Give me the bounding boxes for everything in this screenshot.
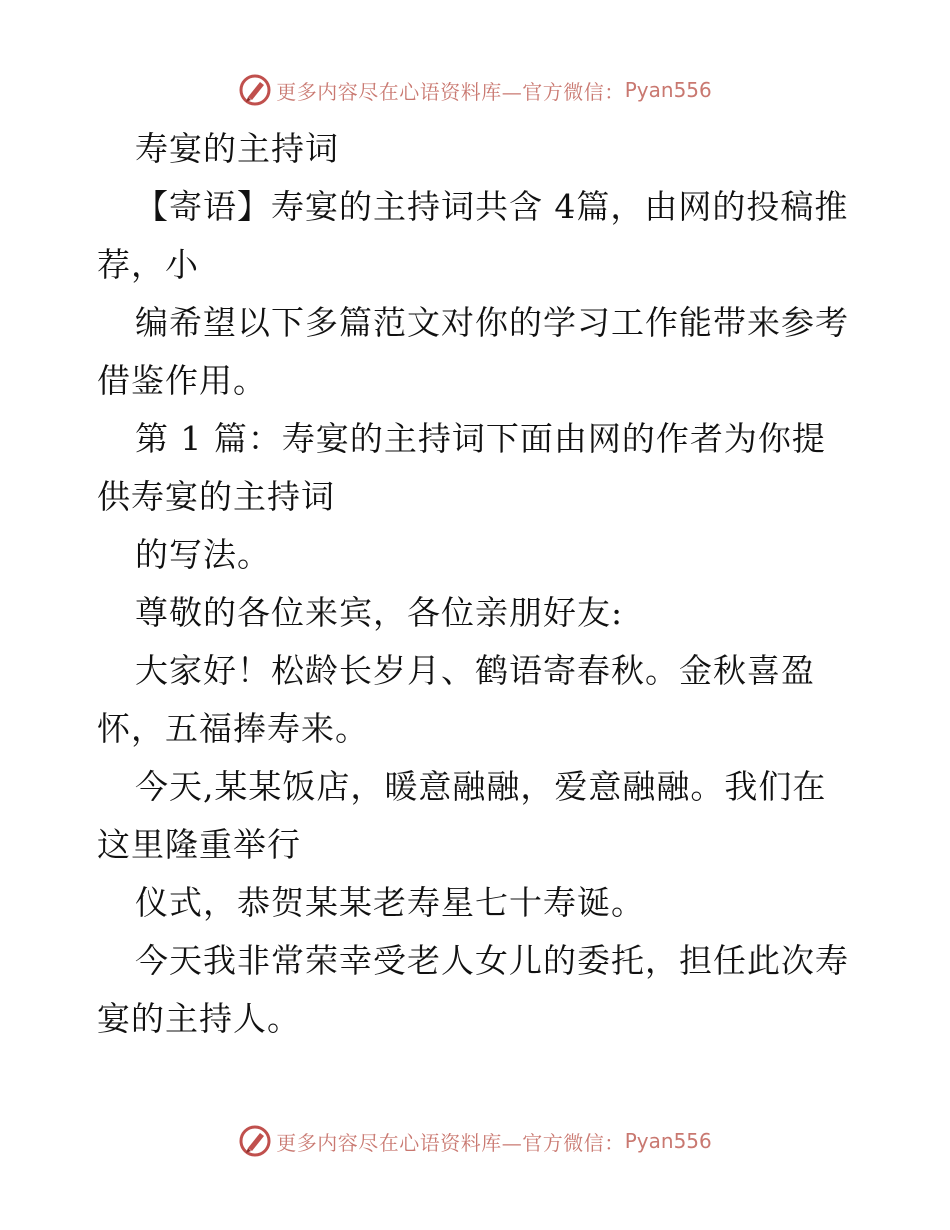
banner-wechat-id: Pyan556 — [624, 78, 712, 102]
pen-circle-logo-icon — [238, 1124, 272, 1158]
banner-text: 更多内容尽在心语资料库—官方微信： — [276, 79, 625, 104]
paragraph: 尊敬的各位来宾，各位亲朋好友: — [134, 593, 624, 632]
document-body — [97, 120, 857, 1048]
paragraph: 编希望以下多篇范文对你的学习工作能带来参考借鉴作用。 — [97, 303, 849, 400]
paragraph: 大家好！松龄长岁月、鹤语寄春秋。金秋喜盈怀，五福捧寿来。 — [97, 651, 815, 748]
paragraph: 今天我非常荣幸受老人女儿的委托，担任此次寿宴的主持人。 — [97, 941, 849, 1038]
pen-circle-logo-icon — [238, 73, 272, 107]
paragraph: 第 1 篇：寿宴的主持词下面由网的作者为你提供寿宴的主持词 — [97, 419, 826, 516]
footer-wechat-id: Pyan556 — [624, 1129, 712, 1153]
paragraph: 的写法。 — [134, 535, 271, 574]
paragraph: 【寄语】寿宴的主持词共含 4篇，由网的投稿推荐，小 — [97, 187, 849, 284]
footer-banner — [0, 1121, 950, 1161]
doc-title: 寿宴的主持词 — [134, 129, 339, 168]
footer-banner-text: 更多内容尽在心语资料库—官方微信： — [276, 1130, 625, 1155]
header-banner — [0, 70, 950, 110]
paragraph: 今天,某某饭店，暖意融融，爱意融融。我们在这里隆重举行 — [97, 767, 827, 864]
paragraph: 仪式，恭贺某某老寿星七十寿诞。 — [134, 883, 645, 922]
